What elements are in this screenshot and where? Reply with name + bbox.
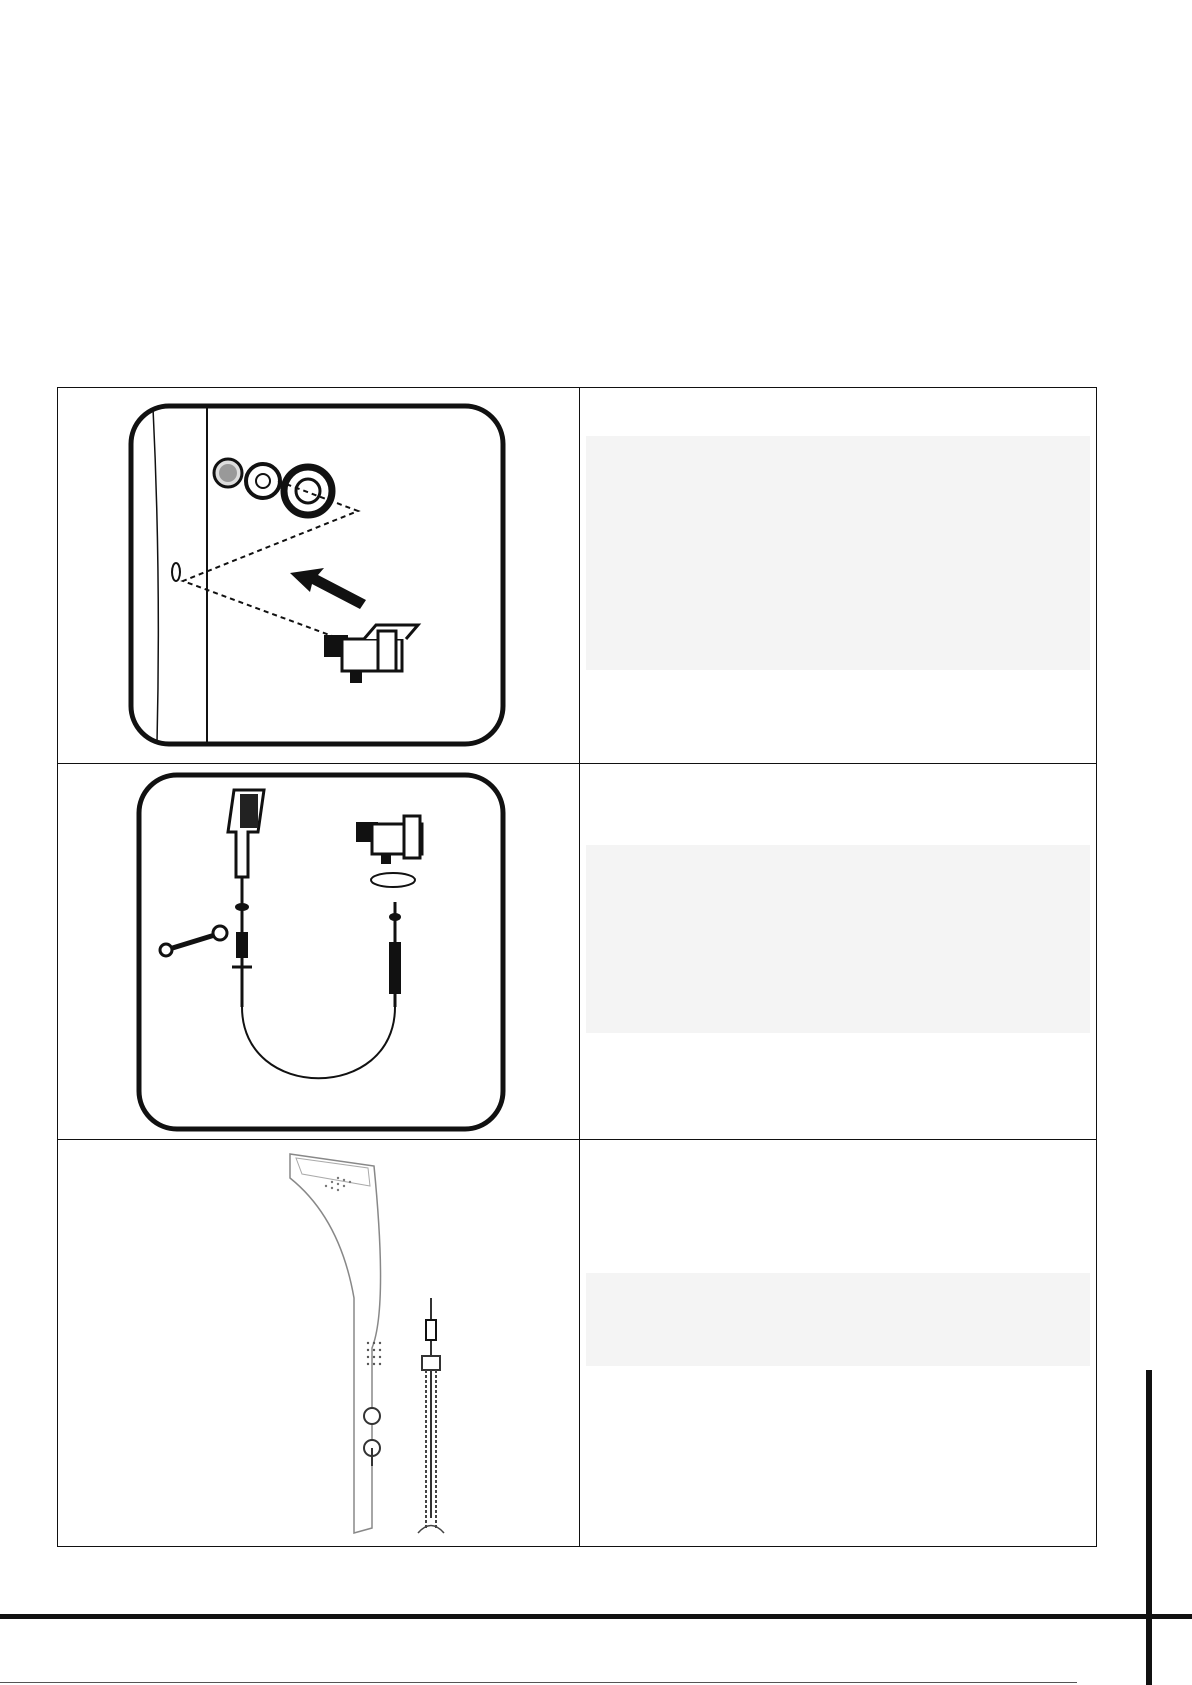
step-1-text-block — [586, 436, 1090, 670]
step-2-illustration-cell — [58, 764, 580, 1140]
instruction-table — [57, 387, 1097, 1547]
page-edge-bar — [1146, 1370, 1152, 1685]
step-row-2 — [58, 764, 1097, 1140]
step-row-3 — [58, 1140, 1097, 1547]
hose-connection-icon — [136, 772, 506, 1132]
holder-mounting-icon — [128, 403, 506, 747]
step-1-text-cell — [580, 388, 1097, 764]
footer-thin-rule — [0, 1682, 1077, 1683]
step-row-1 — [58, 388, 1097, 764]
step-2-text-block — [586, 845, 1090, 1033]
step-3-illustration-cell — [58, 1140, 580, 1547]
footer-rule — [0, 1614, 1192, 1619]
step-3-text-block — [586, 1273, 1090, 1366]
step-1-illustration-cell — [58, 388, 580, 764]
step-2-text-cell — [580, 764, 1097, 1140]
step-3-text-cell — [580, 1140, 1097, 1547]
shower-panel-icon — [288, 1148, 488, 1543]
page-edge-tick — [1150, 1614, 1192, 1619]
